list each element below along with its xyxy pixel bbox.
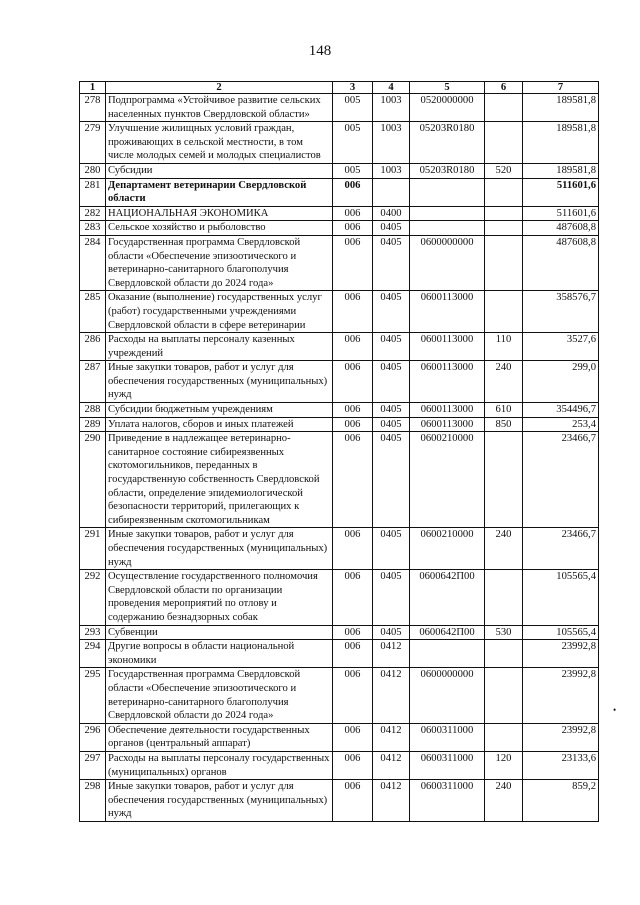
row-section-code-cell: 0405: [373, 528, 410, 570]
row-department-code-cell: 006: [333, 333, 373, 361]
row-department-code-cell: 006: [333, 570, 373, 625]
table-row: [80, 291, 599, 333]
table-row: [80, 178, 599, 206]
row-number-cell: 294: [80, 640, 106, 668]
row-amount-cell: 23992,8: [523, 640, 599, 668]
row-section-code-cell: 0405: [373, 291, 410, 333]
row-department-code-cell: 006: [333, 221, 373, 236]
row-number-cell: 284: [80, 235, 106, 290]
table-row: [80, 122, 599, 164]
row-name-cell: Расходы на выплаты персоналу казенных учреждений: [106, 333, 333, 361]
row-section-code-cell: [373, 178, 410, 206]
row-amount-cell: 511601,6: [523, 178, 599, 206]
row-department-code-cell: 006: [333, 178, 373, 206]
row-amount-cell: 189581,8: [523, 94, 599, 122]
row-expense-type-cell: 520: [485, 163, 523, 178]
row-amount-cell: 511601,6: [523, 206, 599, 221]
row-expense-type-cell: 240: [485, 780, 523, 822]
row-name-cell: Расходы на выплаты персоналу государственных (муниципальных) органов: [106, 751, 333, 779]
row-department-code-cell: 006: [333, 528, 373, 570]
table-row: [80, 417, 599, 432]
row-target-code-cell: 0600113000: [410, 291, 485, 333]
row-number-cell: 279: [80, 122, 106, 164]
row-number-cell: 281: [80, 178, 106, 206]
header-col-5: 5: [410, 82, 485, 94]
row-expense-type-cell: [485, 640, 523, 668]
row-department-code-cell: 006: [333, 751, 373, 779]
header-col-3: 3: [333, 82, 373, 94]
row-department-code-cell: 005: [333, 94, 373, 122]
row-amount-cell: 23992,8: [523, 668, 599, 723]
header-col-4: 4: [373, 82, 410, 94]
row-expense-type-cell: [485, 178, 523, 206]
row-target-code-cell: 0600000000: [410, 668, 485, 723]
row-target-code-cell: [410, 178, 485, 206]
row-expense-type-cell: [485, 94, 523, 122]
table-row: [80, 361, 599, 403]
row-name-cell: Субсидии: [106, 163, 333, 178]
row-target-code-cell: [410, 640, 485, 668]
table-body: [80, 94, 599, 822]
row-name-cell: Субвенции: [106, 625, 333, 640]
row-target-code-cell: 05203R0180: [410, 163, 485, 178]
table-row: [80, 333, 599, 361]
table-row: [80, 625, 599, 640]
row-amount-cell: 253,4: [523, 417, 599, 432]
row-expense-type-cell: [485, 291, 523, 333]
row-amount-cell: 358576,7: [523, 291, 599, 333]
row-name-cell: Оказание (выполнение) государственных услуг (работ) государственными учреждениями Свердловской области в сфере ветеринарии: [106, 291, 333, 333]
table-row: [80, 723, 599, 751]
row-section-code-cell: 0405: [373, 403, 410, 418]
table-row: [80, 221, 599, 236]
row-target-code-cell: [410, 206, 485, 221]
table-header-row: [80, 82, 599, 94]
row-number-cell: 297: [80, 751, 106, 779]
row-section-code-cell: 0405: [373, 333, 410, 361]
row-name-cell: Государственная программа Свердловской области «Обеспечение эпизоотического и ветеринарно-санитарного благополучия Свердловской области до 2024 года»: [106, 235, 333, 290]
row-number-cell: 285: [80, 291, 106, 333]
row-section-code-cell: 0405: [373, 361, 410, 403]
table-row: [80, 640, 599, 668]
row-expense-type-cell: [485, 723, 523, 751]
row-department-code-cell: 006: [333, 780, 373, 822]
row-amount-cell: 859,2: [523, 780, 599, 822]
row-amount-cell: 23133,6: [523, 751, 599, 779]
header-col-2: 2: [106, 82, 333, 94]
budget-table: [79, 81, 599, 822]
row-section-code-cell: 1003: [373, 163, 410, 178]
row-number-cell: 291: [80, 528, 106, 570]
row-section-code-cell: 0412: [373, 780, 410, 822]
row-target-code-cell: 0600311000: [410, 780, 485, 822]
row-number-cell: 278: [80, 94, 106, 122]
table-row: [80, 570, 599, 625]
row-name-cell: Обеспечение деятельности государственных органов (центральный аппарат): [106, 723, 333, 751]
row-section-code-cell: 0405: [373, 432, 410, 528]
row-number-cell: 293: [80, 625, 106, 640]
row-number-cell: 296: [80, 723, 106, 751]
row-target-code-cell: 0600113000: [410, 333, 485, 361]
row-target-code-cell: 0600311000: [410, 723, 485, 751]
row-target-code-cell: 0600210000: [410, 432, 485, 528]
table-row: [80, 94, 599, 122]
row-department-code-cell: 006: [333, 640, 373, 668]
row-section-code-cell: 0412: [373, 640, 410, 668]
row-expense-type-cell: [485, 570, 523, 625]
row-section-code-cell: 0412: [373, 723, 410, 751]
row-expense-type-cell: [485, 235, 523, 290]
row-department-code-cell: 006: [333, 668, 373, 723]
table-row: [80, 780, 599, 822]
row-amount-cell: 3527,6: [523, 333, 599, 361]
row-amount-cell: 105565,4: [523, 570, 599, 625]
header-col-1: 1: [80, 82, 106, 94]
row-number-cell: 283: [80, 221, 106, 236]
row-expense-type-cell: 240: [485, 528, 523, 570]
margin-mark: •: [613, 705, 617, 715]
row-number-cell: 288: [80, 403, 106, 418]
row-expense-type-cell: [485, 668, 523, 723]
table-row: [80, 403, 599, 418]
row-name-cell: Субсидии бюджетным учреждениям: [106, 403, 333, 418]
table-row: [80, 235, 599, 290]
row-expense-type-cell: 530: [485, 625, 523, 640]
row-name-cell: НАЦИОНАЛЬНАЯ ЭКОНОМИКА: [106, 206, 333, 221]
row-department-code-cell: 006: [333, 291, 373, 333]
row-expense-type-cell: 110: [485, 333, 523, 361]
row-department-code-cell: 006: [333, 625, 373, 640]
row-number-cell: 280: [80, 163, 106, 178]
row-department-code-cell: 006: [333, 361, 373, 403]
row-department-code-cell: 006: [333, 403, 373, 418]
header-col-7: 7: [523, 82, 599, 94]
row-section-code-cell: 1003: [373, 94, 410, 122]
row-department-code-cell: 006: [333, 206, 373, 221]
row-expense-type-cell: 610: [485, 403, 523, 418]
row-section-code-cell: 1003: [373, 122, 410, 164]
row-section-code-cell: 0412: [373, 751, 410, 779]
row-number-cell: 292: [80, 570, 106, 625]
table-row: [80, 751, 599, 779]
row-number-cell: 298: [80, 780, 106, 822]
row-target-code-cell: 0600311000: [410, 751, 485, 779]
row-name-cell: Иные закупки товаров, работ и услуг для обеспечения государственных (муниципальных) нужд: [106, 361, 333, 403]
row-name-cell: Иные закупки товаров, работ и услуг для обеспечения государственных (муниципальных) нужд: [106, 528, 333, 570]
row-target-code-cell: 0600210000: [410, 528, 485, 570]
row-name-cell: Приведение в надлежащее ветеринарно-санитарное состояние сибиреязвенных скотомогильников, переданных в государственную собственность Свердловской области, определение эпидемиологической безопасности территорий, прилегающих к сибиреязвенным скотомогильникам: [106, 432, 333, 528]
row-name-cell: Иные закупки товаров, работ и услуг для обеспечения государственных (муниципальных) нужд: [106, 780, 333, 822]
row-department-code-cell: 006: [333, 235, 373, 290]
table-row: [80, 668, 599, 723]
row-section-code-cell: 0405: [373, 570, 410, 625]
row-number-cell: 282: [80, 206, 106, 221]
row-department-code-cell: 006: [333, 417, 373, 432]
row-department-code-cell: 006: [333, 723, 373, 751]
row-amount-cell: 487608,8: [523, 235, 599, 290]
table-row: [80, 163, 599, 178]
page-number: 148: [308, 43, 332, 59]
table-row: [80, 432, 599, 528]
row-amount-cell: 23466,7: [523, 432, 599, 528]
row-expense-type-cell: [485, 432, 523, 528]
row-target-code-cell: 05203R0180: [410, 122, 485, 164]
row-name-cell: Сельское хозяйство и рыболовство: [106, 221, 333, 236]
row-section-code-cell: 0405: [373, 235, 410, 290]
row-expense-type-cell: [485, 221, 523, 236]
table-row: [80, 528, 599, 570]
row-name-cell: Департамент ветеринарии Свердловской области: [106, 178, 333, 206]
row-number-cell: 290: [80, 432, 106, 528]
row-amount-cell: 105565,4: [523, 625, 599, 640]
row-name-cell: Осуществление государственного полномочия Свердловской области по организации проведения мероприятий по отлову и содержанию безнадзорных собак: [106, 570, 333, 625]
row-name-cell: Подпрограмма «Устойчивое развитие сельских населенных пунктов Свердловской области»: [106, 94, 333, 122]
row-target-code-cell: [410, 221, 485, 236]
row-number-cell: 287: [80, 361, 106, 403]
row-target-code-cell: 0600642П00: [410, 570, 485, 625]
row-number-cell: 286: [80, 333, 106, 361]
row-amount-cell: 354496,7: [523, 403, 599, 418]
row-name-cell: Другие вопросы в области национальной экономики: [106, 640, 333, 668]
row-expense-type-cell: 240: [485, 361, 523, 403]
row-number-cell: 289: [80, 417, 106, 432]
row-department-code-cell: 005: [333, 163, 373, 178]
row-amount-cell: 189581,8: [523, 163, 599, 178]
row-section-code-cell: 0405: [373, 417, 410, 432]
row-target-code-cell: 0600113000: [410, 417, 485, 432]
row-target-code-cell: 0600642П00: [410, 625, 485, 640]
row-section-code-cell: 0405: [373, 625, 410, 640]
row-target-code-cell: 0600113000: [410, 361, 485, 403]
row-amount-cell: 487608,8: [523, 221, 599, 236]
row-department-code-cell: 006: [333, 432, 373, 528]
row-number-cell: 295: [80, 668, 106, 723]
row-target-code-cell: 0600113000: [410, 403, 485, 418]
row-amount-cell: 189581,8: [523, 122, 599, 164]
row-section-code-cell: 0412: [373, 668, 410, 723]
row-target-code-cell: 0600000000: [410, 235, 485, 290]
row-name-cell: Улучшение жилищных условий граждан, проживающих в сельской местности, в том числе молодых семей и молодых специалистов: [106, 122, 333, 164]
row-name-cell: Государственная программа Свердловской области «Обеспечение эпизоотического и ветеринарно-санитарного благополучия Свердловской области до 2024 года»: [106, 668, 333, 723]
row-amount-cell: 23466,7: [523, 528, 599, 570]
row-name-cell: Уплата налогов, сборов и иных платежей: [106, 417, 333, 432]
row-expense-type-cell: 120: [485, 751, 523, 779]
row-section-code-cell: 0400: [373, 206, 410, 221]
row-expense-type-cell: 850: [485, 417, 523, 432]
row-amount-cell: 299,0: [523, 361, 599, 403]
row-department-code-cell: 005: [333, 122, 373, 164]
row-expense-type-cell: [485, 122, 523, 164]
table-row: [80, 206, 599, 221]
header-col-6: 6: [485, 82, 523, 94]
row-section-code-cell: 0405: [373, 221, 410, 236]
row-target-code-cell: 0520000000: [410, 94, 485, 122]
row-expense-type-cell: [485, 206, 523, 221]
row-amount-cell: 23992,8: [523, 723, 599, 751]
